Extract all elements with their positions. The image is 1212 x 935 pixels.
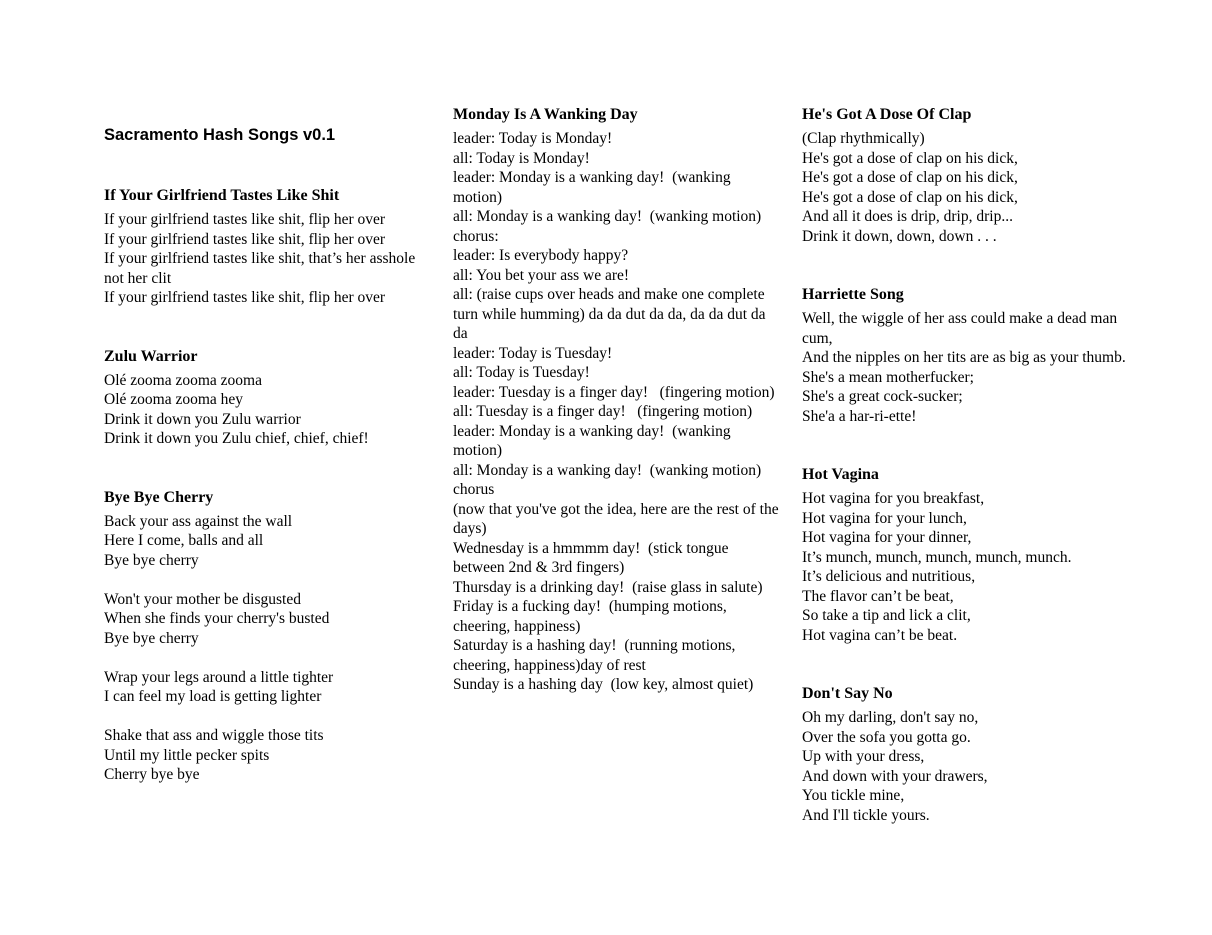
song-title: If Your Girlfriend Tastes Like Shit <box>104 187 340 204</box>
song-title: Don't Say No <box>802 685 893 702</box>
lyric-line: chorus <box>453 481 495 498</box>
lyric-line: Until my little pecker spits <box>104 746 270 764</box>
song-column-1 <box>104 186 434 824</box>
song-block <box>104 347 434 449</box>
lyric-line: leader: Is everybody happy? <box>453 247 629 264</box>
song-title: He's Got A Dose Of Clap <box>802 106 972 123</box>
song-block <box>104 488 434 785</box>
lyric-line: If your girlfriend tastes like shit, that’s her asshole not her clit <box>104 250 420 287</box>
lyric-line: So take a tip and lick a clit, <box>802 607 971 624</box>
lyric-line: Bye bye cherry <box>104 629 199 647</box>
lyric-line: Sunday is a hashing day (low key, almost quiet) <box>453 676 754 693</box>
lyric-line: leader: Today is Monday! <box>453 130 613 147</box>
song-block <box>802 105 1127 246</box>
lyric-line: Hot vagina can’t be beat. <box>802 626 958 644</box>
lyric-line: Wrap your legs around a little tighter <box>104 668 334 686</box>
lyric-line: He's got a dose of clap on his dick, <box>802 149 1018 167</box>
lyric-line: She's a mean motherfucker; <box>802 368 974 386</box>
lyric-line: (now that you've got the idea, here are the rest of the days) <box>453 500 783 537</box>
lyric-line: leader: Today is Tuesday! <box>453 344 613 362</box>
song-block <box>453 105 783 695</box>
lyric-line: Hot vagina for you breakfast, <box>802 490 985 507</box>
lyric-line: He's got a dose of clap on his dick, <box>802 169 1018 186</box>
lyric-line: Well, the wiggle of her ass could make a dead man cum, <box>802 310 1121 347</box>
lyric-line: Bye bye cherry <box>104 551 199 569</box>
lyric-line: She'a a har-ri-ette! <box>802 407 917 425</box>
lyric-line: Shake that ass and wiggle those tits <box>104 727 324 744</box>
song-title: Hot Vagina <box>802 466 879 483</box>
lyric-line: It’s munch, munch, munch, munch, munch. <box>802 548 1072 566</box>
lyric-line: And the nipples on her tits are as big as your thumb. <box>802 349 1126 366</box>
lyric-line: Over the sofa you gotta go. <box>802 728 971 746</box>
song-column-3 <box>802 105 1127 864</box>
song-column-2 <box>453 105 783 734</box>
lyric-line: Saturday is a hashing day! (running motions, cheering, happiness)day of rest <box>453 637 740 674</box>
lyric-line: Olé zooma zooma zooma <box>104 371 262 389</box>
lyric-line: Back your ass against the wall <box>104 512 293 530</box>
lyric-line: Up with your dress, <box>802 748 925 765</box>
lyric-line: Thursday is a drinking day! (raise glass in salute) <box>453 578 763 596</box>
song-title: Bye Bye Cherry <box>104 488 214 506</box>
lyric-line: And down with your drawers, <box>802 767 988 785</box>
lyric-line: He's got a dose of clap on his dick, <box>802 188 1018 206</box>
lyric-line: all: Tuesday is a finger day! (fingering motion) <box>453 403 753 420</box>
lyric-line: all: Today is Tuesday! <box>453 364 590 381</box>
lyric-line: chorus: <box>453 227 499 245</box>
stanza-break <box>104 570 434 590</box>
song-block <box>802 684 1127 825</box>
lyric-line: She's a great cock-sucker; <box>802 388 963 405</box>
lyric-line: leader: Tuesday is a finger day! (fingering motion) <box>453 383 775 401</box>
lyric-line: Olé zooma zooma hey <box>104 391 244 408</box>
lyric-line: all: (raise cups over heads and make one complete turn while humming) da da dut da da, da da dut da da <box>453 286 770 342</box>
lyric-line: leader: Monday is a wanking day! (wanking motion) <box>453 422 735 459</box>
song-block <box>802 285 1127 426</box>
lyric-line: I can feel my load is getting lighter <box>104 688 322 705</box>
page-title: Sacramento Hash Songs v0.1 <box>104 126 336 144</box>
stanza-break <box>104 648 434 668</box>
lyric-line: Cherry bye bye <box>104 766 200 783</box>
lyric-line: (Clap rhythmically) <box>802 130 925 147</box>
lyric-line: Wednesday is a hmmmm day! (stick tongue between 2nd & 3rd fingers) <box>453 539 733 576</box>
song-block <box>802 465 1127 645</box>
lyric-line: all: Monday is a wanking day! (wanking motion) <box>453 461 762 479</box>
lyric-line: Drink it down you Zulu warrior <box>104 410 301 428</box>
lyric-line: Hot vagina for your dinner, <box>802 529 972 546</box>
lyric-line: all: Monday is a wanking day! (wanking motion) <box>453 208 762 225</box>
lyric-line: When she finds your cherry's busted <box>104 610 330 627</box>
lyric-line: Won't your mother be disgusted <box>104 590 301 608</box>
lyric-line: Drink it down you Zulu chief, chief, chief! <box>104 430 369 447</box>
lyric-line: It’s delicious and nutritious, <box>802 568 976 585</box>
lyric-line: If your girlfriend tastes like shit, flip her over <box>104 230 386 248</box>
lyric-line: all: You bet your ass we are! <box>453 266 630 284</box>
lyric-line: If your girlfriend tastes like shit, flip her over <box>104 211 386 228</box>
song-title: Harriette Song <box>802 286 904 303</box>
lyric-line: Drink it down, down, down . . . <box>802 227 997 245</box>
lyric-line: all: Today is Monday! <box>453 149 590 167</box>
lyric-line: You tickle mine, <box>802 787 905 804</box>
lyric-line: And I'll tickle yours. <box>802 806 930 824</box>
lyric-line: leader: Monday is a wanking day! (wanking motion) <box>453 169 735 206</box>
lyric-line: Oh my darling, don't say no, <box>802 709 979 726</box>
lyric-line: Hot vagina for your lunch, <box>802 509 967 527</box>
song-block <box>104 186 434 308</box>
lyric-line: Friday is a fucking day! (humping motions, cheering, happiness) <box>453 598 731 635</box>
song-title: Zulu Warrior <box>104 347 198 365</box>
lyric-line: Here I come, balls and all <box>104 532 264 549</box>
song-title: Monday Is A Wanking Day <box>453 106 638 123</box>
stanza-break <box>104 707 434 727</box>
lyric-line: If your girlfriend tastes like shit, flip her over <box>104 289 386 306</box>
lyric-line: And all it does is drip, drip, drip... <box>802 208 1013 225</box>
lyric-line: The flavor can’t be beat, <box>802 587 954 605</box>
